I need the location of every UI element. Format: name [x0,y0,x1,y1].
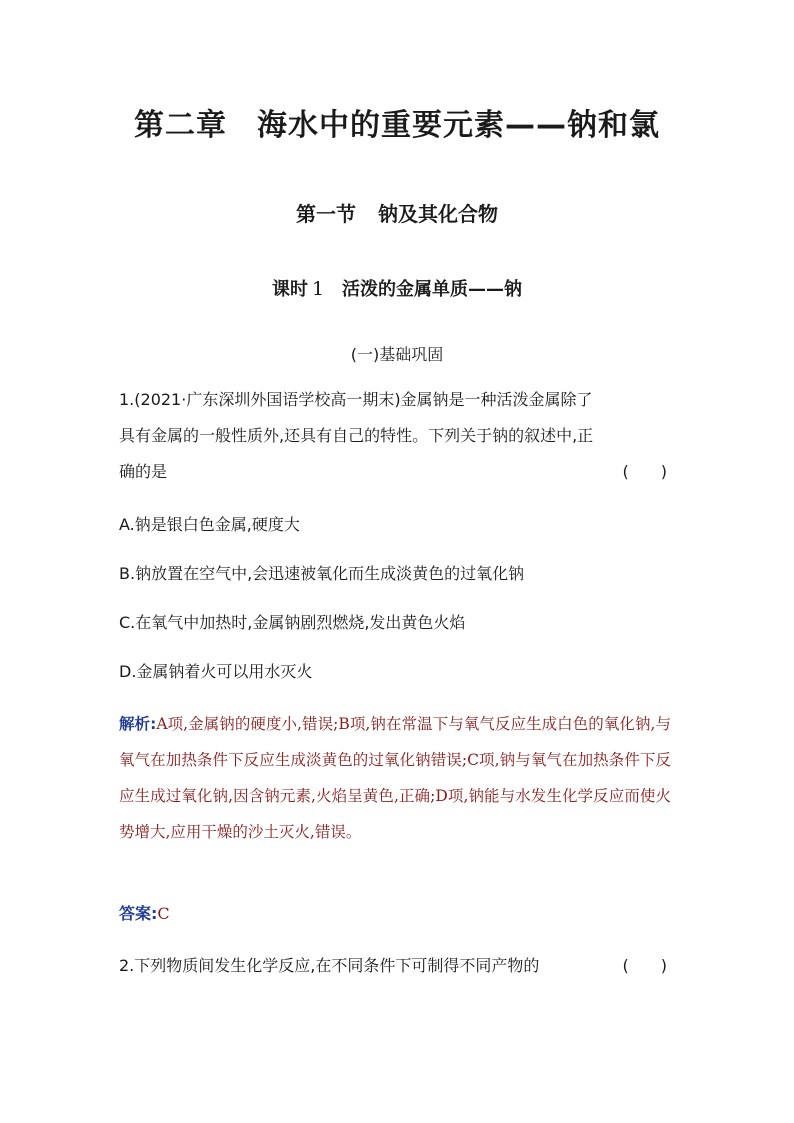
question-1-line-3 [119,454,667,490]
question-1-option-a: A.钠是银白色金属,硬度大 [119,515,300,534]
question-1-option-c: C.在氧气中加热时,金属钠剧烈燃烧,发出黄色火焰 [119,613,466,632]
question-1-answer [119,901,170,924]
section-name: 钠及其化合物 [378,202,498,226]
question-1-option-d: D.金属钠着火可以用水灭火 [119,662,313,681]
lesson-name: 活泼的金属单质——钠 [342,279,523,300]
question-1-line-2: 具有金属的一般性质外,还具有自己的特性。下列关于钠的叙述中,正 [119,426,594,445]
lesson-title [0,275,794,301]
question-1-answer-blank: ( ) [622,462,667,481]
lesson-number: 1 [311,278,325,300]
section-title [0,198,794,227]
question-1-analysis [119,706,671,850]
question-1-line-1: 1.(2021·广东深圳外国语学校高一期末)金属钠是一种活泼金属除了 [119,390,593,409]
answer-value: C [157,904,170,923]
analysis-label: 解析: [119,715,157,733]
question-2-stem [119,953,667,976]
question-1-option-b: B.钠放置在空气中,会迅速被氧化而生成淡黄色的过氧化钠 [119,564,525,583]
question-2-answer-blank: ( ) [622,956,667,975]
chapter-name: 海水中的重要元素——钠和氯 [257,108,660,143]
section-number: 第一节 [296,202,356,226]
lesson-prefix: 课时 [271,279,308,300]
question-1-line-3-text: 确的是 [119,462,168,481]
answer-label: 答案: [119,904,158,923]
subsection-heading: (一)基础巩固 [350,345,444,364]
chapter-title [0,100,794,144]
question-1-stem [119,382,667,490]
analysis-text: A项,金属钠的硬度小,错误;B项,钠在常温下与氧气反应生成白色的氧化钠,与氧气在加热条件下反应生成淡黄色的过氧化钠错误;C项,钠与氧气在加热条件下反应生成过氧化钠,因含钠元素,火焰呈黄色,正确;D项,钠能与水发生化学反应而使火势增大,应用干燥的沙土灭火,错误。 [119,715,671,841]
chapter-number: 第二章 [134,108,227,143]
question-2-text: 2.下列物质间发生化学反应,在不同条件下可制得不同产物的 [119,956,540,975]
